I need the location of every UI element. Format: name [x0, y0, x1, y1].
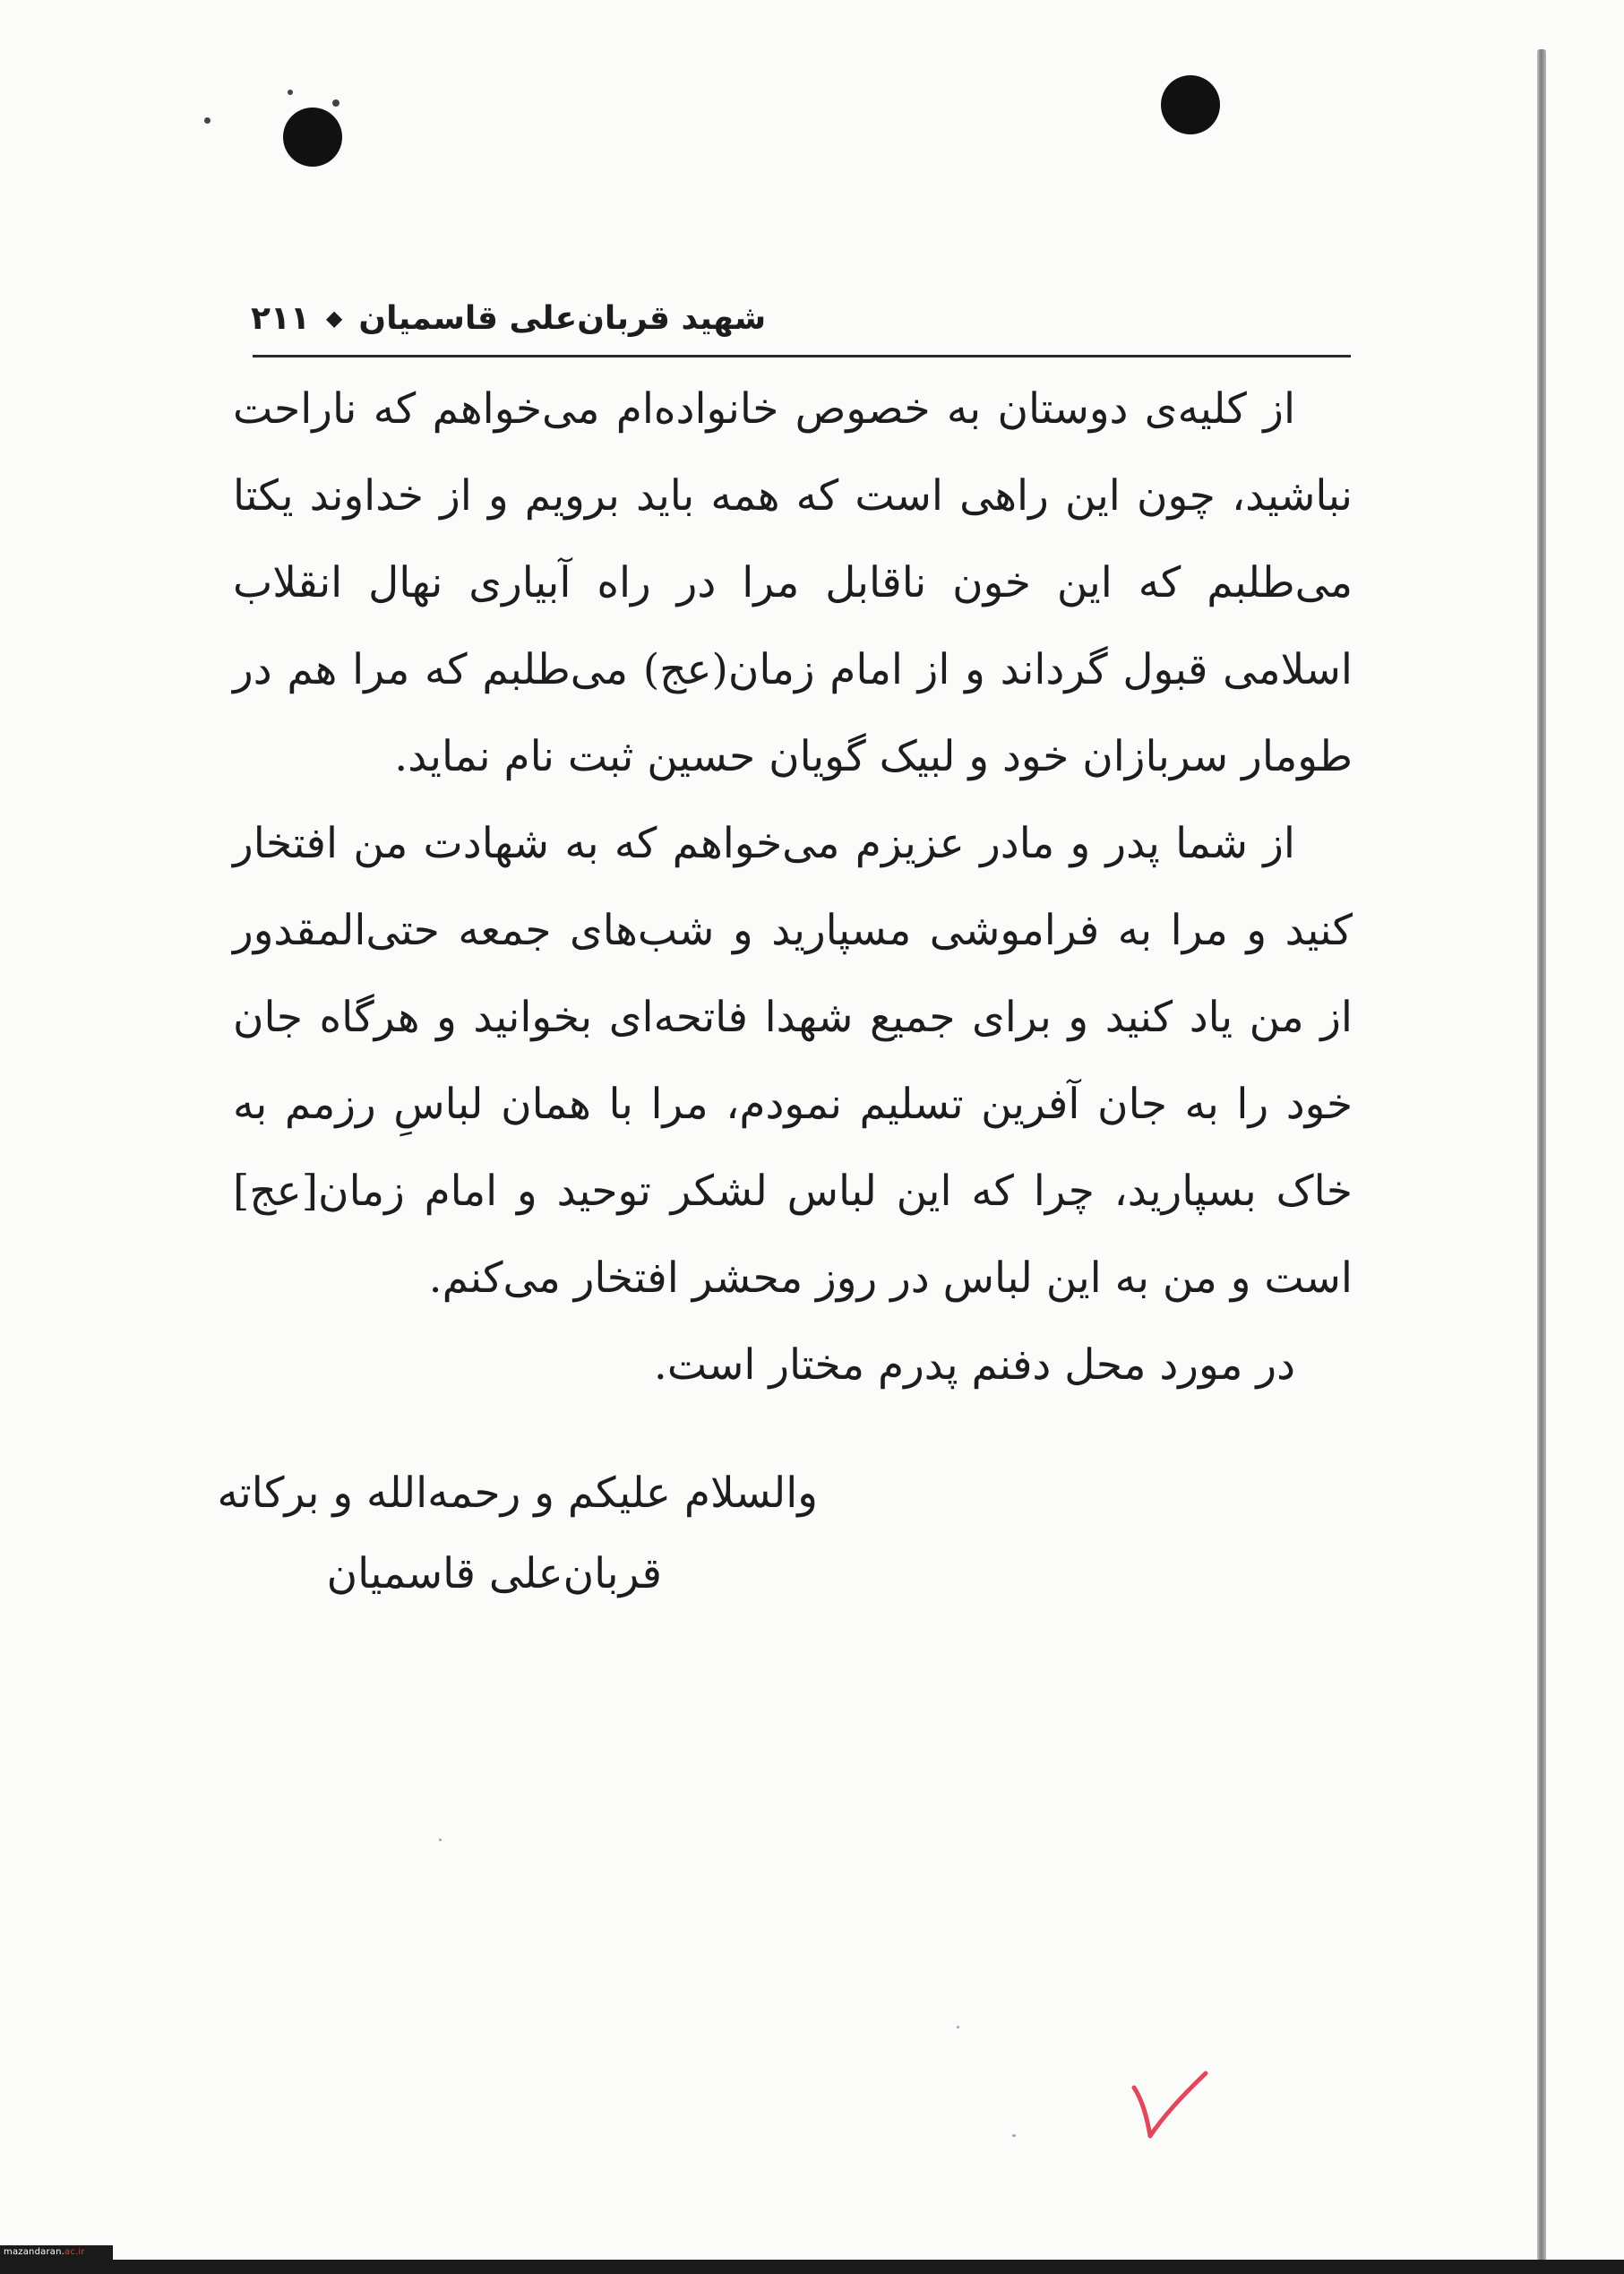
closing-block	[217, 1453, 818, 1615]
binder-hole-left	[283, 108, 342, 167]
footer-brand-domain: ac.ir	[64, 2247, 85, 2257]
scan-dust	[332, 99, 339, 107]
running-header	[251, 287, 1353, 349]
scan-dust	[204, 117, 211, 124]
scan-dust	[957, 2026, 959, 2029]
body-text	[233, 366, 1353, 1408]
signature-name: قربان‌علی قاسمیان	[326, 1549, 662, 1598]
scan-dust	[1012, 2134, 1016, 2137]
checkmark-icon	[1129, 2070, 1209, 2143]
page-number: ۲۱۱	[251, 299, 310, 337]
header-title: شهید قربان‌علی قاسمیان	[358, 299, 767, 337]
header-separator-icon: ◆	[325, 306, 343, 331]
salutation: والسلام علیکم و رحمه‌الله و برکاته	[217, 1469, 818, 1518]
scan-dust	[288, 90, 293, 95]
binding-edge	[1537, 49, 1546, 2262]
scan-dust	[439, 1839, 442, 1841]
footer-brand-prefix: mazandaran.	[4, 2247, 65, 2257]
scan-bottom-strip	[0, 2260, 1624, 2274]
header-rule	[253, 355, 1351, 357]
footer-brand	[4, 2246, 85, 2259]
paragraph-3: در مورد محل دفنم پدرم مختار است.	[653, 1340, 1295, 1390]
paragraph-1: از کلیه‌ی دوستان به خصوص خانواده‌ام می‌خواهم که ناراحت نباشید، چون این راهی است که همه باید برویم و از خداوند یکتا می‌طلبم که این خون ناقابل مرا در راه آبیاری نهال انقلاب اسلامی قبول گرداند و از امام زمان(عج) می‌طلبم که مرا هم در طومار سربازان خود و لبیک گویان حسین ثبت نام نماید.	[233, 384, 1353, 781]
paragraph-2: از شما پدر و مادر عزیزم می‌خواهم که به شهادت من افتخار کنید و مرا به فراموشی مسپارید و شب‌های جمعه حتی‌المقدور از من یاد کنید و برای جمیع شهدا فاتحه‌ای بخوانید و هرگاه جان خود را به جان آفرین تسلیم نمودم، مرا با همان لباسِ رزمم به خاک بسپارید، چرا که این لباس لشکر توحید و امام زمان[عج] است و من به این لباس در روز محشر افتخار می‌کنم.	[233, 819, 1353, 1303]
binder-hole-right	[1161, 75, 1220, 134]
